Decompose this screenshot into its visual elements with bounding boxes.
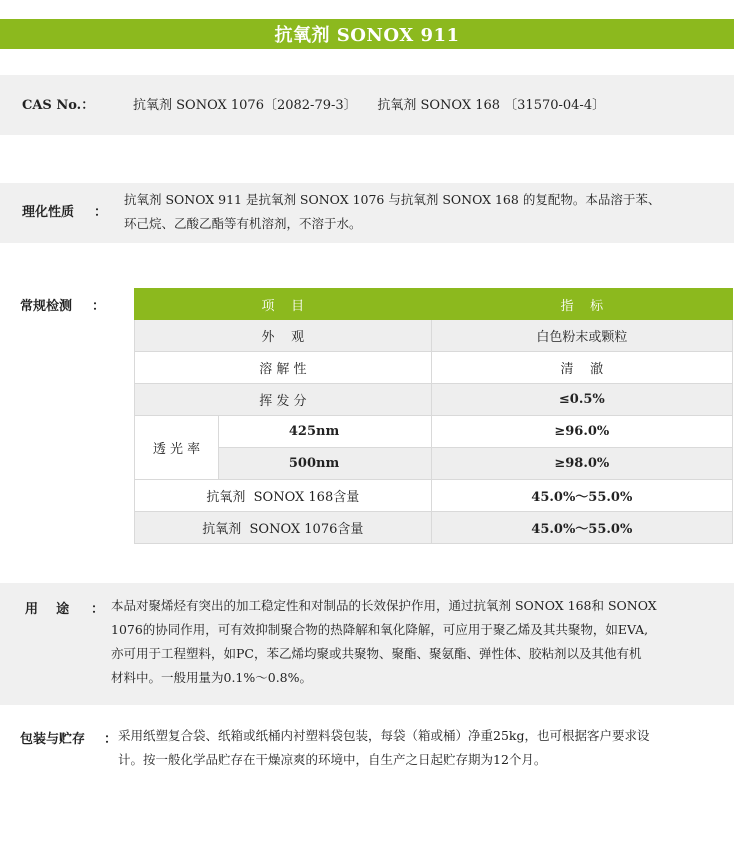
row-item-appearance: 外 观 bbox=[135, 320, 432, 352]
row-spec-sonox168: 45.0%～55.0% bbox=[431, 480, 732, 512]
tests-label: 常规检测 bbox=[20, 299, 73, 314]
header-spec: 指 标 bbox=[431, 289, 732, 320]
table-row bbox=[135, 480, 733, 512]
row-item-volatiles: 挥 发 分 bbox=[135, 384, 432, 416]
packaging-line-1: 采用纸塑复合袋、纸箱或纸桶内衬塑料袋包装，每袋（箱或桶）净重25kg，也可根据客户要求设 bbox=[118, 728, 650, 743]
page-title: 抗氧剂 SONOX 911 bbox=[274, 25, 460, 46]
table-row bbox=[135, 352, 733, 384]
cas-value: 抗氧剂 SONOX 1076〔2082-79-3〕 抗氧剂 SONOX 168 〔31570-04-4〕 bbox=[133, 98, 606, 113]
title-bar bbox=[0, 19, 734, 49]
header-item: 项 目 bbox=[135, 289, 432, 320]
cas-label: CAS No.： bbox=[22, 98, 95, 113]
tests-colon: ： bbox=[92, 299, 106, 314]
table-row bbox=[135, 512, 733, 544]
row-spec-sonox1076: 45.0%～55.0% bbox=[431, 512, 732, 544]
usage-text bbox=[111, 594, 657, 690]
table-row bbox=[135, 384, 733, 416]
table-row bbox=[135, 448, 733, 480]
row-item-sonox1076: 抗氧剂 SONOX 1076含量 bbox=[135, 512, 432, 544]
row-spec-appearance: 白色粉末或颗粒 bbox=[431, 320, 732, 352]
properties-line-2: 环己烷、乙酸乙酯等有机溶剂，不溶于水。 bbox=[124, 216, 362, 231]
table-row bbox=[135, 320, 733, 352]
table-row bbox=[135, 416, 733, 448]
row-spec-solubility: 清 澈 bbox=[431, 352, 732, 384]
transmittance-label: 透 光 率 bbox=[135, 416, 219, 480]
wavelength-500: 500nm bbox=[218, 448, 431, 480]
usage-line-1: 本品对聚烯烃有突出的加工稳定性和对制品的长效保护作用，通过抗氧剂 SONOX 168和 SONOX bbox=[111, 598, 657, 613]
row-spec-volatiles: ≤0.5% bbox=[431, 384, 732, 416]
properties-colon: ： bbox=[94, 205, 108, 220]
wavelength-425: 425nm bbox=[218, 416, 431, 448]
spec-table bbox=[134, 288, 733, 544]
packaging-line-2: 计。按一般化学品贮存在干燥凉爽的环境中，自生产之日起贮存期为12个月。 bbox=[118, 752, 547, 767]
usage-line-4: 材料中。一般用量为0.1%～0.8%。 bbox=[111, 670, 313, 685]
usage-line-3: 亦可用于工程塑料，如PC，苯乙烯均聚或共聚物、聚酯、聚氨酯、弹性体、胶粘剂以及其他有机 bbox=[111, 646, 642, 661]
packaging-colon: ： bbox=[104, 732, 118, 747]
properties-line-1: 抗氧剂 SONOX 911 是抗氧剂 SONOX 1076 与抗氧剂 SONOX 168 的复配物。本品溶于苯、 bbox=[124, 192, 661, 207]
properties-text bbox=[124, 188, 660, 236]
row-item-solubility: 溶 解 性 bbox=[135, 352, 432, 384]
spec-425: ≥96.0% bbox=[431, 416, 732, 448]
spec-table-header bbox=[135, 289, 733, 320]
packaging-text bbox=[118, 724, 649, 772]
properties-label: 理化性质 bbox=[22, 205, 75, 220]
packaging-label: 包装与贮存 bbox=[20, 732, 86, 747]
usage-label: 用 途 bbox=[25, 602, 70, 617]
spec-500: ≥98.0% bbox=[431, 448, 732, 480]
usage-line-2: 1076的协同作用，可有效抑制聚合物的热降解和氧化降解，可应用于聚乙烯及其共聚物，如EVA, bbox=[111, 622, 649, 637]
usage-colon: ： bbox=[91, 602, 105, 617]
row-item-sonox168: 抗氧剂 SONOX 168含量 bbox=[135, 480, 432, 512]
